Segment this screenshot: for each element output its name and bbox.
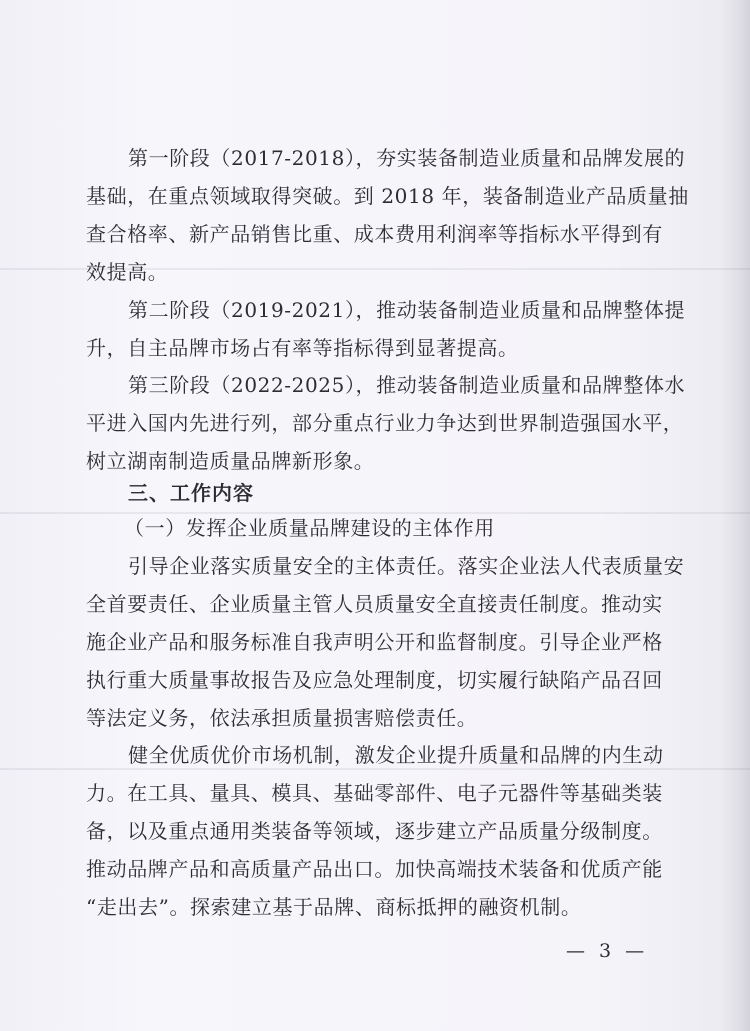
text-line: 备，以及重点通用类装备等领域，逐步建立产品质量分级制度。 bbox=[86, 819, 663, 843]
text-line: 健全优质优价市场机制，激发企业提升质量和品牌的内生动 bbox=[128, 743, 664, 767]
text-line: 执行重大质量事故报告及应急处理制度，切实履行缺陷产品召回 bbox=[86, 668, 663, 692]
text-line: 基础，在重点领域取得突破。到 2018 年，装备制造业产品质量抽 bbox=[86, 184, 689, 208]
text-line: 等法定义务，依法承担质量损害赔偿责任。 bbox=[86, 706, 478, 730]
text-line: 树立湖南制造质量品牌新形象。 bbox=[86, 449, 375, 473]
text-line: 全首要责任、企业质量主管人员质量安全直接责任制度。推动实 bbox=[86, 592, 663, 616]
text-line: 平进入国内先进行列，部分重点行业力争达到世界制造强国水平， bbox=[86, 411, 684, 435]
text-line: “走出去”。探索建立基于品牌、商标抵押的融资机制。 bbox=[86, 895, 582, 919]
section-heading: 三、工作内容 bbox=[128, 481, 254, 505]
text-line: 效提高。 bbox=[86, 260, 169, 284]
text-line: 推动品牌产品和高质量产品出口。加快高端技术装备和优质产能 bbox=[86, 857, 663, 881]
text-line: 第二阶段（2019-2021），推动装备制造业质量和品牌整体提 bbox=[128, 298, 686, 322]
text-line: 第一阶段（2017-2018），夯实装备制造业质量和品牌发展的 bbox=[128, 146, 686, 170]
text-line: 施企业产品和服务标准自我声明公开和监督制度。引导企业严格 bbox=[86, 630, 663, 654]
text-line: 引导企业落实质量安全的主体责任。落实企业法人代表质量安 bbox=[128, 554, 685, 578]
text-line: 第三阶段（2022-2025），推动装备制造业质量和品牌整体水 bbox=[128, 373, 686, 397]
text-line: 升，自主品牌市场占有率等指标得到显著提高。 bbox=[86, 336, 519, 360]
text-line: 查合格率、新产品销售比重、成本费用利润率等指标水平得到有 bbox=[86, 222, 663, 246]
text-line: 力。在工具、量具、模具、基础零部件、电子元器件等基础类装 bbox=[86, 781, 663, 805]
paper-edge-shadow bbox=[720, 0, 750, 1031]
paper-fold-line bbox=[0, 768, 750, 770]
subsection-heading: （一）发挥企业质量品牌建设的主体作用 bbox=[124, 516, 495, 540]
page-number: — 3 — bbox=[566, 940, 649, 962]
paper-fold-line bbox=[0, 512, 750, 514]
